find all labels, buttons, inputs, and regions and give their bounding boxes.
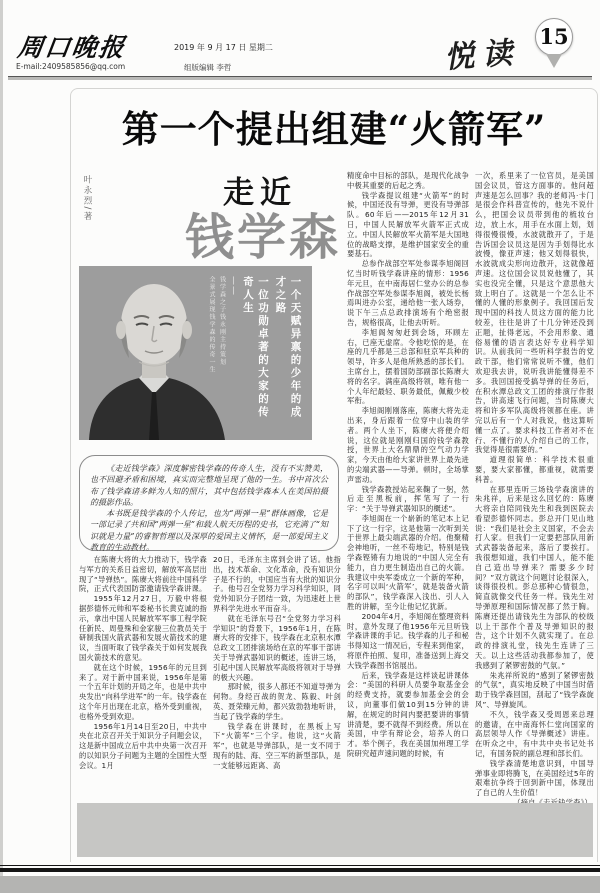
book-title-prefix: 走近	[223, 175, 297, 211]
article-paragraph: 总参作战部空军处参谋李旭阁回忆当时听钱学森讲座的情形：1956年元旦，在中南海居仁堂办公的总参作战部空军处参谋李旭阁，被处长杨焉叫进办公室，递给他一张入场券，说下午三点总政排演场有个绝密报告，规格很高，让他去听听。	[347, 259, 469, 327]
bottom-rule-thin	[0, 865, 600, 866]
article-paragraph: 精度命中目标的部队，是现代化战争中极其重要的后起之秀。	[347, 171, 469, 190]
book-cover-block	[79, 171, 341, 551]
cover-note: 钱学森之子钱永刚主持策划	[218, 276, 226, 366]
book-intro-box	[79, 455, 339, 551]
section-title: 悦读	[443, 35, 522, 76]
article-paragraph: 1955年12月27日，万毅中将根据彭德怀元帅和军委秘书长黄克诚的指示，拿出中国人民解放军军事工程学院任新民、周曼殊和金家骏三位教员关于研制我国火箭武器和发展火箭技术的建议，当面听取了钱学森关于如何发展我国火箭技术的意见。	[79, 594, 207, 662]
article-paragraph: 就在这个时候，1956年的元旦到来了。对于新中国来说，1956年是第一个五年计划的开局之年，也是中共中央发出“向科学进军”的一年。钱学森在这个年月出现在北京，格外受到重视，也格外受到欢迎。	[79, 662, 207, 721]
article-column-3	[347, 171, 469, 801]
article-paragraph: 一次，系里来了一位官员，是美国国会议员，管这方面事的。他问超声速是怎么回事？我的老师冯·卡门是很会作科普宣传的，他先不说什么，把国会议员带到他的梳妆台边，放上水，用手在水面上划，划得很慢很慢，水波就散开了，于是告诉国会议员这是因为手划得比水波慢，像亚声速；他又划得很快，水波就成尖形向边散开，这就像超声速。这位国会议员说他懂了，其实也没完全懂，只是这个意思他大致上明白了。这就是一个怎么让不懂的人懂的形象例子。我回国后发现中国的科技人员这方面的能力比较差，往往是讲了十几分钟还没到正题，扯得老远，不会用形象、通俗易懂的语言表达好专业科学知识。从前我问一些听科学报告的党政干部，他们常常说听不懂，他们欢迎我去讲，说听我讲能懂得差不多。我回国接受搞导弹的任务后，在积水潭总政文工团的排演厅作报告，讲高速飞行问题，当时陈赓大将和许多军队高级将领都在座。讲完以后有一个人对我说，他这算听懂一点了。要求科技工作者对不在行、不懂行的人介绍自己的工作，我觉得是很需要的。”	[475, 171, 594, 455]
article-column-1	[79, 555, 207, 801]
newspaper-logo: 周口晚报	[15, 33, 128, 62]
article-paragraph: 那时候，很多人都还不知道导弹为何物。身经百战的贺龙、陈毅、叶剑英、聂荣臻元帅，都兴致勃勃地听讲，当起了钱学森的学生。	[213, 682, 341, 721]
article-paragraph: 1956年1月14日至20日，中共中央在北京召开关于知识分子问题会议，这是新中国成立后中共中央第一次召开的以知识分子问题为主题的全国性大型会议。1月	[79, 721, 207, 770]
article-paragraph: 李旭阁在一个崭新的笔记本上记下了这一行字，这是他第一次听到关于世界上最尖端武器的介绍。他聚精会神地听，一丝不苟地记，特别是钱学森铿锵有力地说的“中国人完全有能力，自力更生制造出自己的火箭。我建议中央军委成立一个新的军种，名字可以叫‘火箭军’，就是装备火箭的部队”，钱学森深入浅出、引人入胜的讲解，至今让他记忆犹新。	[347, 513, 469, 612]
masthead-rule	[8, 76, 592, 80]
article-paragraph: 在那里连听三场钱学森演讲的朱兆祥，后来是这么回忆的：陈赓大将亲自陪同钱先生和我到医院去看望彭德怀同志。彭总开门见山地说：“我们是社会主义国家，不会去打人家。但我们一定要把部队用新式武器装备起来，落后了要挨打。我很想知道，我们中国人，能不能自己造出导弹来？需要多少时间？”双方就这个问题讨论很深入，谈得很投机。彭总那种心情很急，简直就像交代任务一样。钱先生对导弹原理和国际情况都了然于胸。陈赓还提出请钱先生为部队的校级以上干部作个普及导弹知识的报告，这个计划不久就实现了。在总政的排演礼堂，钱先生连讲了三天。以上这些活动我都参加了，使我感到了紧锣密鼓的气氛。”	[475, 484, 594, 670]
article-paragraph: 道理很简单：科学技术很重要，要大家都懂，都重视，就需要科普。	[475, 455, 594, 484]
book-title-main: 钱学森	[184, 208, 341, 266]
book-cover-photo	[79, 266, 312, 440]
cover-tagline: 一个天赋异禀的少年的成才之路	[274, 276, 302, 419]
article-paragraph: 就在毛泽东号召“全党努力学习科学知识”的背景下，1956年1月，在陈赓大将的安排下，钱学森在北京积水潭总政文工团排演场给在京的军事干部讲关于导弹武器知识的概述，连讲三场，引起中国人民解放军高级将领对于导弹的极大兴趣。	[213, 613, 341, 682]
masthead	[14, 26, 590, 76]
book-intro-paragraph: 本书既是钱学森的个人传记，也为“两弹一星”群体画像，它是一部记录了共和国“两弹一星”和载人航天历程的史书，它充满了“知识就是力量”的睿智哲理以及深厚的爱国主义情怀，是一部爱国主义教育的生动教材。	[90, 509, 328, 553]
book-intro-paragraph: 《走近钱学森》深度解密钱学森的传奇人生，没有不实赞美，也不回避矛盾和困境，真实而完整地呈现了他的一生。书中首次公布了钱学森诸多鲜为人知的照片，其中包括钱学森本人在美国拍摄的摄影作品。	[90, 464, 328, 507]
article-paragraph: 2004年4月，李旭阁在整理资料时，意外发现了他1956年元旦听钱学森讲课的手记。钱学森的儿子和秘书得知这一情况后，专程来到他家，将原件拍照、复印，准备送到上海交大钱学森图书馆展出。	[347, 611, 469, 670]
article-headline: 第一个提出组建“火箭军”	[121, 107, 547, 151]
page-number: 15	[535, 18, 573, 56]
email-line: E-mail:2409585856@qq.com	[16, 62, 126, 71]
article-paragraph: 李旭阁匆匆赶到会场，环顾左右，已座无虚席。令他吃惊的是，在座的几乎都是三总部和驻京军兵种的领导，许多人是他所熟悉的部长们。主席台上，摆着国防部副部长陈赓大将的名字。满座高级将领，唯有他一个人年纪最轻、职务最低，佩戴少校军衔。	[347, 327, 469, 406]
cover-dash: ——	[228, 276, 239, 296]
article-paragraph: 不久，钱学森又受周恩来总理的邀请，在中南海怀仁堂向国家的高层领导人作《导弹概述》讲座。在听众之中，有中共中央书记处书记，有国务院的副总理和部长们。	[475, 709, 594, 759]
bottom-rule-thick	[0, 868, 600, 872]
book-author: 叶永烈/著	[82, 175, 92, 222]
article-column-2	[213, 555, 341, 801]
editor-line: 组版编辑 李哲	[184, 63, 232, 72]
bottom-gray-band	[77, 803, 593, 857]
date-line: 2019 年 9 月 17 日 星期二	[174, 43, 273, 52]
cover-vertical-text	[206, 276, 307, 430]
article-paragraph: 在陈赓大将的大力推动下，钱学森与军方的关系日益密切，解放军高层出现了“导弹热”。陈赓大将前往中国科学院，正式代表国防部邀请钱学森讲课。	[79, 555, 207, 594]
cover-tagline: 一位功勋卓著的大家的传奇人生	[242, 276, 269, 419]
badge-pointer-icon	[546, 54, 562, 68]
article-paragraph: 李旭阁刚刚落座，陈赓大将先走出来，身后跟着一位穿中山装的学者。两个人坐下，陈赓大将便介绍说，这位就是刚刚归国的钱学森教授，世界上大名鼎鼎的空气动力学家，今天由他给大家讲世界上最先进的尖端武器——导弹。顿时，全场掌声雷动。	[347, 406, 469, 484]
page-number-badge	[532, 18, 576, 76]
article-paragraph: 钱学森提议组建“火箭军”的时候，中国还没有导弹，更没有导弹部队。60年后——2015年12月31日，中国人民解放军火箭军正式成立。中国人民解放军火箭军是大国地位的战略支撑，是维护国家安全的重要基石。	[347, 190, 469, 259]
article-paragraph: 钱学森清楚地意识到，中国导弹事业即将腾飞，在美国经过5年的艰难抗争终于回到新中国，体现出了自己的人生价值！	[475, 758, 594, 798]
article-paragraph: 钱学森在讲课时，在黑板上写下“火箭军”三个字。他说，这“火箭军”，也就是导弹部队，是一支不同于现有的陆、海、空三军的新型部队，是一支能够远距离、高	[213, 721, 341, 770]
article-paragraph: 20日，毛泽东主席到会讲了话。他指出，技术革命、文化革命，没有知识分子是不行的，中国应当有大批的知识分子。他号召全党努力学习科学知识，同党外知识分子团结一致，为迅速赶上世界科学先进水平而奋斗。	[213, 555, 341, 613]
article-paragraph: 后来，钱学森是这样谈起讲课体会：“美国的科研人员要争取基金会的经费支持，就要参加基金会的会议，向董事们做10到15分钟的讲解，在规定的时间内要把要讲的事情讲清楚，要不就得不到经费。所以在美国，中学有辩论会，培养人的口才。举个例子，我在美国加州理工学院研究超声速问题的时候，有	[347, 670, 469, 759]
article-column-4	[475, 171, 594, 801]
article-frame	[70, 88, 598, 862]
cover-note: 全景式展现钱学森的传奇一生	[208, 276, 215, 374]
article-paragraph: 钱学森教授站起来鞠了一躬，然后走至黑板前，挥笔写了一行字：“关于导弹武器知识的概述”。	[347, 484, 469, 514]
article-paragraph: 朱兆祥所说的“感到了紧锣密鼓的气氛”，真实地反映了中国当时借助于钱学森回国，刮起了“钱学森旋风”、导弹旋风。	[475, 670, 594, 710]
scan-bottom-edge	[0, 876, 600, 893]
scan-edge	[0, 0, 3, 893]
